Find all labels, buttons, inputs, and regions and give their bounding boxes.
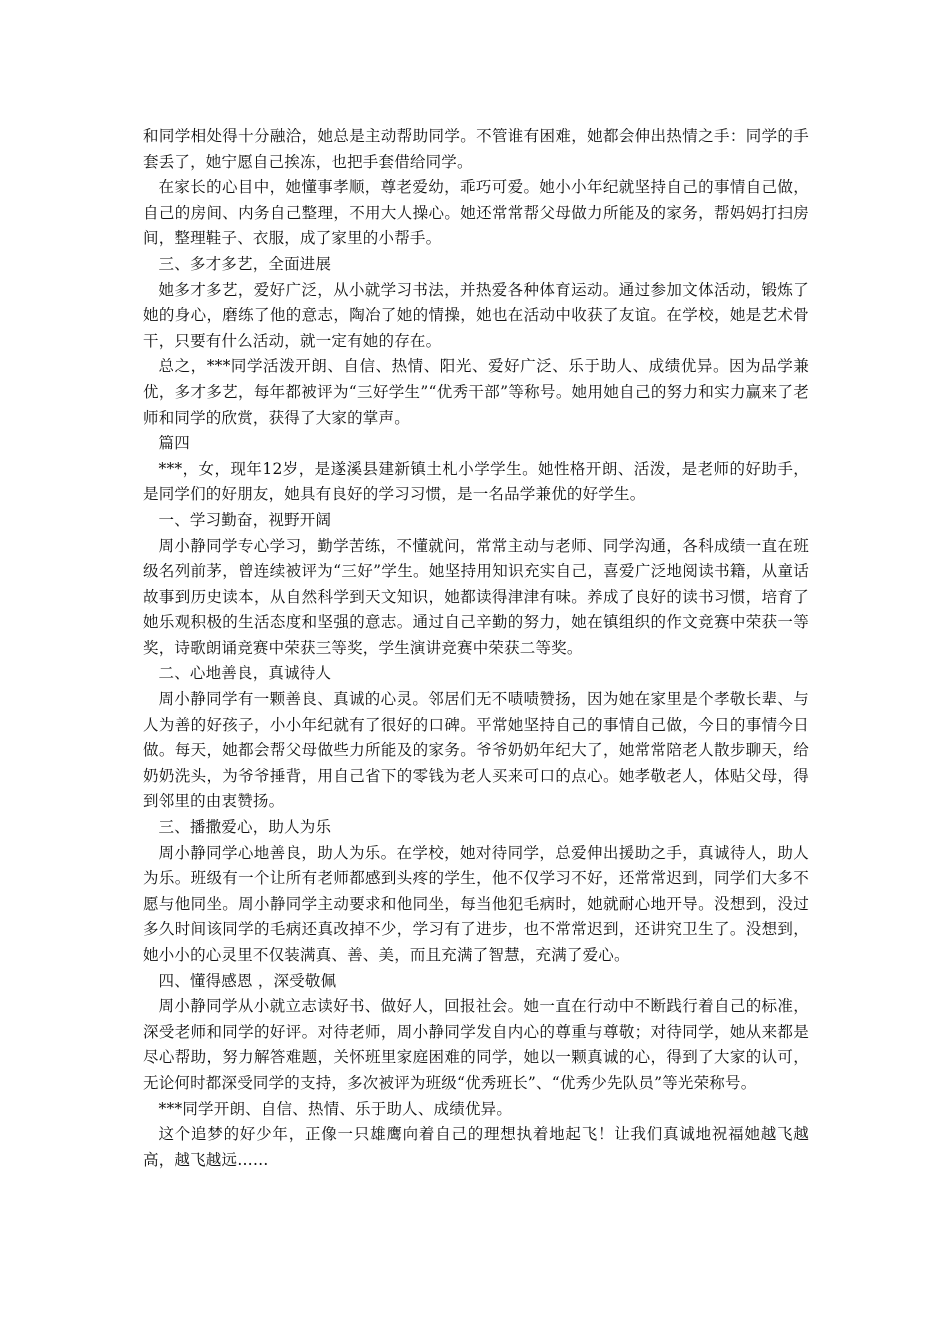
section-heading: 四、懂得感恩 ，深受敬佩 <box>158 971 337 990</box>
paragraph: 周小静同学专心学习，勤学苦练，不懂就问，常常主动与老师、同学沟通，各科成绩一直在班级名列前茅，曾连续被评为“三好”学生。她坚持用知识充实自己，喜爱广泛地阅读书籍，从童话故事到历史读本，从自然科学到天文知识，她都读得津津有味。养成了良好的读书习惯，培育了她乐观积极的生活态度和坚强的意志。通过自己辛勤的努力，她在镇组织的作文竞赛中荣获一等奖，诗歌朗诵竞赛中荣获三等奖，学生演讲竞赛中荣获二等奖。 <box>143 536 809 657</box>
paragraph: 周小静同学从小就立志读好书、做好人，回报社会。她一直在行动中不断践行着自己的标准，深受老师和同学的好评。对待老师，周小静同学发自内心的尊重与尊敬；对待同学，她从来都是尽心帮助，努力解答难题，关怀班里家庭困难的同学，她以一颗真诚的心，得到了大家的认可，无论何时都深受同学的支持，多次被评为班级“优秀班长”、“优秀少先队员”等光荣称号。 <box>143 997 809 1092</box>
chapter-heading: 篇四 <box>158 434 190 453</box>
paragraph: ***同学开朗、自信、热情、乐于助人、成绩优异。 <box>158 1099 513 1118</box>
paragraph: 周小静同学心地善良，助人为乐。在学校，她对待同学，总爱伸出援助之手，真诚待人，助人为乐。班级有一个让所有老师都感到头疼的学生，他不仅学习不好，还常常迟到，同学们大多不愿与他同坐。周小静同学主动要求和他同坐，每当他犯毛病时，她就耐心地开导。没想到，没过多久时间该同学的毛病还真改掉不少，学习有了进步，也不常常迟到，还讲究卫生了。没想到，她小小的心灵里不仅装满真、善、美，而且充满了智慧，充满了爱心。 <box>143 843 809 964</box>
section-heading: 一、学习勤奋，视野开阔 <box>158 510 332 529</box>
paragraph: 这个追梦的好少年，正像一只雄鹰向着自己的理想执着地起飞！让我们真诚地祝福她越飞越高，越飞越远…… <box>143 1125 809 1169</box>
document-body <box>143 124 809 1173</box>
paragraph: 和同学相处得十分融洽，她总是主动帮助同学。不管谁有困难，她都会伸出热情之手：同学的手套丢了，她宁愿自己挨冻，也把手套借给同学。 <box>143 127 809 171</box>
paragraph: 在家长的心目中，她懂事孝顺，尊老爱幼，乖巧可爱。她小小年纪就坚持自己的事情自己做，自己的房间、内务自己整理，不用大人操心。她还常常帮父母做力所能及的家务，帮妈妈打扫房间，整理鞋子、衣服，成了家里的小帮手。 <box>143 178 809 248</box>
paragraph: 总之，***同学活泼开朗、自信、热情、阳光、爱好广泛、乐于助人、成绩优异。因为品学兼优，多才多艺，每年都被评为“三好学生”“优秀干部”等称号。她用她自己的努力和实力赢来了老师和同学的欣赏，获得了大家的掌声。 <box>143 357 809 427</box>
paragraph: ***，女，现年12岁，是遂溪县建新镇土札小学学生。她性格开朗、活泼，是老师的好助手，是同学们的好朋友，她具有良好的学习习惯，是一名品学兼优的好学生。 <box>143 459 809 504</box>
paragraph: 她多才多艺，爱好广泛，从小就学习书法，并热爱各种体育运动。通过参加文体活动，锻炼了她的身心，磨练了他的意志，陶冶了她的情操，她也在活动中收获了友谊。在学校，她是艺术骨干，只要有什么活动，就一定有她的存在。 <box>143 280 809 350</box>
section-heading: 三、播撒爱心，助人为乐 <box>158 818 332 837</box>
section-heading: 三、多才多艺，全面进展 <box>158 254 332 273</box>
paragraph: 周小静同学有一颗善良、真诚的心灵。邻居们无不啧啧赞扬，因为她在家里是个孝敬长辈、与人为善的好孩子，小小年纪就有了很好的口碑。平常她坚持自己的事情自己做，今日的事情今日做。每天，她都会帮父母做些力所能及的家务。爷爷奶奶年纪大了，她常常陪老人散步聊天，给奶奶洗头，为爷爷捶背，用自己省下的零钱为老人买来可口的点心。她孝敬老人，体贴父母，得到邻里的由衷赞扬。 <box>143 690 809 811</box>
section-heading: 二、心地善良，真诚待人 <box>158 664 332 683</box>
